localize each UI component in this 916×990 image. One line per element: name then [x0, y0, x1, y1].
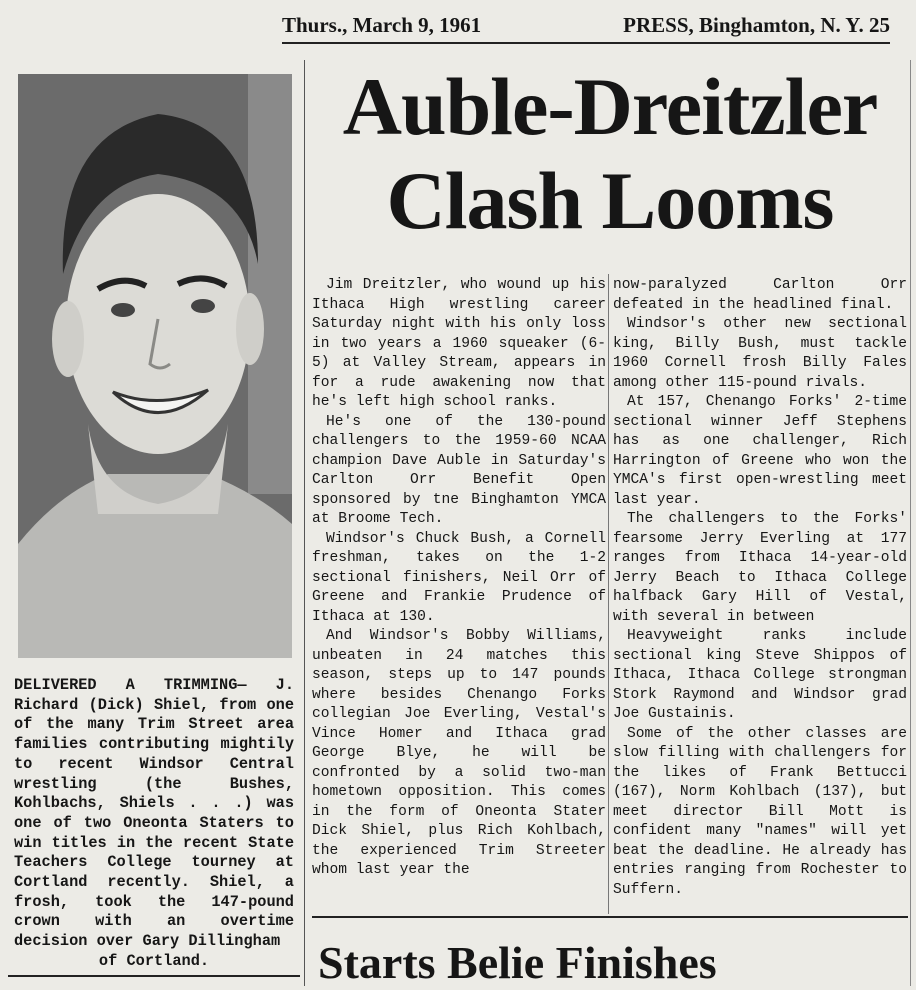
- column1-paragraph-4: And Windsor's Bobby Williams, unbeaten in 24 matches this season, steps up to 147 pounds where besides Chenango Forks collegian Joe Everling, Vestal's Vince Homer and Ithaca grad George Blye, he will be confronted by a solid two-man hometown opposition. This comes in the form of Oneonta Stater Dick Shiel, plus Rich Kohlbach, the experienced Trim Streeter whom last year the: [312, 628, 606, 878]
- column1-paragraph-3: Windsor's Chuck Bush, a Cornell freshman, takes on the 1-2 sectional finishers, Neil Orr of Greene and Frankie Prudence of Ithaca at 130.: [312, 530, 606, 625]
- column2-paragraph-1: now-paralyzed Carlton Orr defeated in the headlined final.: [613, 277, 907, 313]
- column-divider-middle: [608, 274, 609, 914]
- dateline-page-number: 25: [869, 12, 890, 37]
- column2-paragraph-5: Heavyweight ranks include sectional king Steve Shippos of Ithaca, Ithaca College strongman Stork Raymond and Windsor grad Joe Gustainis.: [613, 628, 907, 722]
- dateline-paper: PRESS, Binghamton, N. Y.: [623, 12, 864, 37]
- caption-bottom-rule: [8, 975, 300, 977]
- column1-paragraph-2: He's one of the 130-pound challengers to the 1959-60 NCAA champion Dave Auble in Saturday's Carlton Orr Benefit Open sponsored by tne Binghamton YMCA at Broome Tech.: [312, 413, 606, 527]
- article-column-2: [613, 276, 907, 900]
- caption-body: J. Richard (Dick) Shiel, from one of the many Trim Street area families contributing mightily to recent Windsor Central wrestling (the Bushes, Kohlbachs, Shiels . . .) was one of two Oneonta Staters to win titles in the recent State Teachers College tourney at Cortland recently. Shiel, a frosh, took the 147-pound crown with an overtime decision over Gary Dillingham: [14, 676, 294, 951]
- portrait-photo-image: [18, 74, 292, 658]
- article-column-1: [312, 276, 606, 881]
- column2-paragraph-6: Some of the other classes are slow filling with challengers for the likes of Frank Bettucci (167), Norm Kohlbach (137), but meet director Bill Mott is confident many "names" will yet beat the deadline. He already has entries ranging from Rochester to Suffern.: [613, 725, 907, 898]
- column1-paragraph-1: Jim Dreitzler, who wound up his Ithaca High wrestling career Saturday night with his only loss in two years a 1960 squeaker (6-5) at Valley Stream, appears in for a rude awakening now that he's left high school ranks.: [312, 277, 606, 410]
- column2-paragraph-2: Windsor's other new sectional king, Billy Bush, must tackle 1960 Cornell frosh Billy Fales among other 115-pound rivals.: [613, 316, 907, 391]
- column-divider-right: [910, 60, 911, 986]
- dateline: [282, 8, 890, 44]
- dateline-paper-page: [623, 13, 890, 38]
- headline-line-2: Clash Looms: [386, 155, 834, 246]
- column-divider-left: [304, 60, 305, 986]
- article-headline: [310, 60, 910, 248]
- next-article-headline: Starts Belie Finishes: [318, 937, 717, 988]
- article-bottom-rule: [312, 916, 908, 918]
- portrait-photo: [18, 74, 292, 658]
- caption-lead: DELIVERED A TRIMMING—: [14, 676, 247, 694]
- column2-paragraph-4: The challengers to the Forks' fearsome Jerry Everling at 177 ranges from Ithaca 14-year-old Jerry Beach to Ithaca College halfback Gary Hill of Vestal, with several in between: [613, 511, 907, 625]
- caption-last-line: of Cortland.: [98, 951, 210, 970]
- column2-paragraph-3: At 157, Chenango Forks' 2-time sectional winner Jeff Stephens has as one challenger, Rich Harrington of Greene who won the YMCA's first open-wrestling meet last year.: [613, 394, 907, 508]
- headline-line-1: Auble-Dreitzler: [342, 61, 878, 152]
- photo-caption: [14, 676, 294, 972]
- dateline-date: Thurs., March 9, 1961: [282, 12, 482, 37]
